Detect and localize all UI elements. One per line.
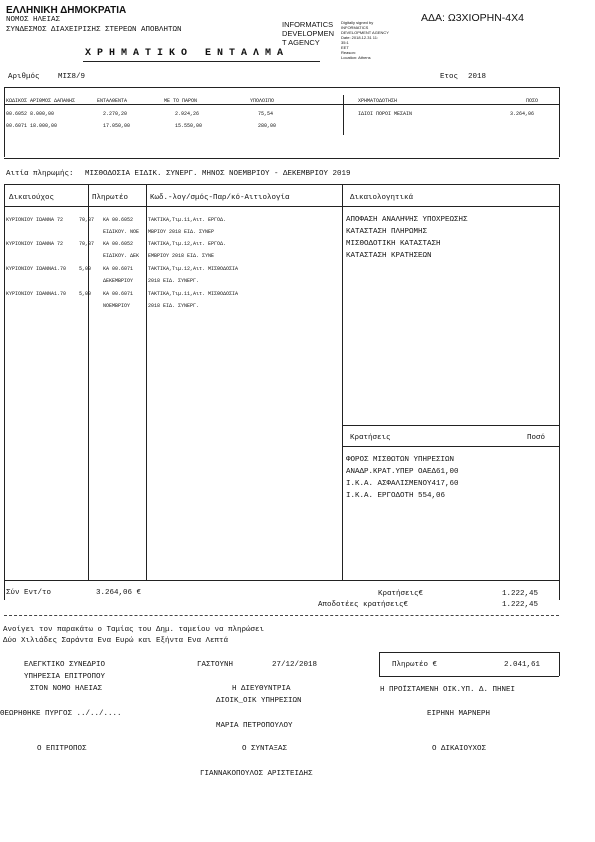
entry-code: ΕΙΔΙΚΟΥ. ΔΕΚ [103,253,140,259]
audit-office-line-2: ΥΠΗΡΕΣΙΑ ΕΠΙΤΡΟΠΟΥ [24,673,106,681]
sig-line: Date: 2018.12.31 11: [341,35,379,40]
entry-code: ΕΙΔΙΚΟΥ. ΝΟΕ [103,229,140,235]
number-label: Αριθμός [8,73,40,81]
year-value: 2018 [468,73,487,81]
prefecture-text: ΝΟΜΟΣ ΗΛΕΙΑΣ [6,16,61,24]
entry-payable: 70,87 [79,241,95,247]
entry-code: ΚΑ 00.6052 [103,217,134,223]
entry-desc: ΤΑΚΤΙΚΑ,Τιμ.12,Αιτ. ΜΙΣΘΟΔΟΣΙΑ [148,266,239,272]
ada-code: ΑΔΑ: Ω3ΧΙΟΡΗΝ-4Χ4 [421,12,524,24]
account-row-current: 15.550,00 [175,123,203,129]
director-department: ΔΙΟΙΚ_ΟΙΚ ΥΠΗΡΕΣΙΩΝ [216,697,302,705]
place: ΓΑΣΤΟΥΝΗ [197,661,234,669]
account-row-balance: 75,54 [258,111,274,117]
deductions-header: Κρατήσεις [350,434,391,442]
logo-line-1: INFORMATICS [282,20,334,29]
entry-code: ΚΑ 00.6052 [103,241,134,247]
audit-office-line-3: ΣΤΟΝ ΝΟΜΟ ΗΛΕΙΑΣ [30,685,103,693]
funding-source: ΙΔΙΟΙ ΠΟΡΟΙ ΜΕΣΑΙΝ [358,111,413,117]
sig-line: 35:1 [341,40,349,45]
funding-amount-header: ΠΟΣΟ [526,98,539,104]
director-name: ΜΑΡΙΑ ΠΕΤΡΟΠΟΥΛΟΥ [216,722,293,730]
col-documents: Δικαιολογητικά [350,194,414,202]
entry-beneficiary: ΚΥΡΙΟΝΙΟΥ ΙΩΑΝΝΑ1.70 [6,266,67,272]
deductions-total-label: Κρατήσεις€ [378,590,424,598]
funding-amount: 3.264,06 [510,111,535,117]
accounts-header-current: ΜΕ ΤΟ ΠΑΡΟΝ [164,98,198,104]
account-row-balance: 280,00 [258,123,277,129]
payment-cause-label: Αιτία πληρωμής: [6,170,74,178]
sig-line: Location: Athens [341,55,371,60]
director-title: Η ΔΙΕΥΘΥΝΤΡΙΑ [232,685,291,693]
logo-line-3: T AGENCY [282,38,320,47]
date: 27/12/2018 [272,661,318,669]
accounts-header-code: ΚΩΔΙΚΟΣ ΑΡΙΘΜΟΣ ΔΑΠΑΝΗΣ [6,98,76,104]
deduction-item: Ι.Κ.Α. ΑΣΦΑΛΙΣΜΕΝΟΥ417,60 [346,480,459,488]
account-row-entalthenta: 17.050,00 [103,123,131,129]
entry-payable: 70,87 [79,217,95,223]
beneficiary-label: Ο ΔΙΚΑΙΟΥΧΟΣ [432,745,487,753]
payment-cause-text: ΜΙΣΘΟΔΟΣΙΑ ΕΙΔΙΚ. ΣΥΝΕΡΓ. ΜΗΝΟΣ ΝΟΕΜΒΡΙΟΥ - ΔΕΚΕΜΒΡΙΟΥ 2019 [85,170,351,178]
year-label: Ετος [440,73,459,81]
authorization-line-1: Ανοίγει τον παρακάτω ο Ταμίας του Δημ. ταμείου να πληρώσει [3,626,265,634]
payable-value: 2.041,61 [504,661,541,669]
deduction-item: Ι.Κ.Α. ΕΡΓΟΔΟΤΗ 554,06 [346,492,446,500]
entry-code: ΔΕΚΕΜΒΡΙΟΥ [103,278,134,284]
deductions-total-value: 1.222,45 [502,590,539,598]
document-item: ΑΠΟΦΑΣΗ ΑΝΑΛΗΨΗΣ ΥΠΟΧΡΕΩΣΗΣ [346,216,468,224]
accounts-header-entalthenta: ΕΝΤΑΛΘΕΝΤΑ [97,98,128,104]
accounts-header-balance: ΥΠΟΛΟΙΠΟ [250,98,275,104]
account-row-entalthenta: 2.270,20 [103,111,128,117]
author-label: Ο ΣΥΝΤΑΞΑΣ [242,745,288,753]
head-name: ΕΙΡΗΝΗ ΜΑΡΝΕΡΗ [427,710,491,718]
logo-line-2: DEVELOPMEN [282,29,335,38]
digital-signature-details [341,20,389,60]
deductions-amount-header: Ποσό [527,434,546,442]
entry-beneficiary: ΚΥΡΙΟΝΙΟΥ ΙΩΑΝΝΑ 72 [6,217,64,223]
head-title: Η ΠΡΟΪΣΤΑΜΕΝΗ ΟΙΚ.ΥΠ. Δ. ΠΗΝΕΙ [380,686,516,694]
entry-payable: 5,00 [79,266,92,272]
entry-desc: ΤΑΚΤΙΚΑ,Τιμ.11,Αιτ. ΜΙΣΘΟΔΟΣΙΑ [148,291,239,297]
number-value: ΜΙΣ8/9 [58,73,86,81]
returns-label: Αποδοτέες κρατήσεις€ [318,601,409,609]
entry-code: ΚΑ 00.6071 [103,291,134,297]
col-code: Κωδ.-λογ/σμός-Παρ/κό-Αιτιολογία [150,194,290,202]
document-title: ΧΡΗΜΑΤΙΚΟ ΕΝΤΑΛΜΑ [85,48,290,59]
account-row-code: 00.6052 8.000,00 [6,111,55,117]
entry-code: ΚΑ 00.6071 [103,266,134,272]
entry-desc: ΜΒΡΙΟΥ 2018 ΕΙΔ. ΣΥΝΕΡ [148,229,215,235]
account-row-current: 2.924,26 [175,111,200,117]
document-item: ΜΙΣΘΟΔΟΤΙΚΗ ΚΑΤΑΣΤΑΣΗ [346,240,441,248]
document-item: ΚΑΤΑΣΤΑΣΗ ΚΡΑΤΗΣΕΩΝ [346,252,432,260]
sig-line: Digitally signed by [341,20,374,25]
deduction-item: ΦΟΡΟΣ ΜΙΣΘΩΤΩΝ ΥΠΗΡΕΣΙΩΝ [346,456,455,464]
authorization-line-2: Δύο Χιλιάδες Σαράντα Ενα Ευρώ και Εξήντα Ενα Λεπτά [3,637,229,645]
col-payable: Πληρωτέο [92,194,129,202]
entry-desc: 2018 ΕΙΔ. ΣΥΝΕΡΓ. [148,303,200,309]
payable-label: Πληρωτέο € [392,661,438,669]
entry-payable: 5,00 [79,291,92,297]
sum-label: Σύν Εντ/το [6,589,52,597]
sig-line: EET [341,45,349,50]
funding-header: ΧΡΗΜΑΤΟΔΟΤΗΣΗ [358,98,398,104]
entry-beneficiary: ΚΥΡΙΟΝΙΟΥ ΙΩΑΝΝΑ1.70 [6,291,67,297]
entry-code: ΝΟΕΜΒΡΙΟΥ [103,303,131,309]
entry-desc: ΕΜΒΡΙΟΥ 2018 ΕΙΔ. ΣΥΝΕ [148,253,215,259]
deduction-item: ΑΝΑΔΡ.ΚΡΑΤ.ΥΠΕΡ ΟΑΕΔ61,00 [346,468,459,476]
signature-logo [282,20,334,47]
entry-desc: ΤΑΚΤΙΚΑ,Τιμ.11,Αιτ. ΕΡΓΟΔ. [148,217,227,223]
entry-beneficiary: ΚΥΡΙΟΝΙΟΥ ΙΩΑΝΝΑ 72 [6,241,64,247]
association-text: ΣΥΝΔΕΣΜΟΣ ΔΙΑΧΕΙΡΙΣΗΣ ΣΤΕΡΕΩΝ ΑΠΟΒΛΗΤΩΝ [6,26,182,34]
entry-desc: 2018 ΕΙΔ. ΣΥΝΕΡΓ. [148,278,200,284]
republic-heading: ΕΛΛΗΝΙΚΗ ΔΗΜΟΚΡΑΤΙΑ [6,5,127,16]
document-item: ΚΑΤΑΣΤΑΣΗ ΠΛΗΡΩΜΗΣ [346,228,428,236]
sig-line: INFORMATICS [341,25,369,30]
commissioner-label: Ο ΕΠΙΤΡΟΠΟΣ [37,745,87,753]
verified-line: ΘΕΩΡΗΘΗΚΕ ΠΥΡΓΟΣ ../../.... [0,710,122,718]
returns-value: 1.222,45 [502,601,539,609]
sig-line: DEVELOPMENT AGENCY [341,30,389,35]
audit-office-line-1: ΕΛΕΓΚΤΙΚΟ ΣΥΝΕΔΡΙΟ [24,661,106,669]
entry-desc: ΤΑΚΤΙΚΑ,Τιμ.12,Αιτ. ΕΡΓΟΔ. [148,241,227,247]
sig-line: Reason: [341,50,356,55]
account-row-code: 00.6071 18.000,00 [6,123,58,129]
author-name: ΓΙΑΝΝΑΚΟΠΟΥΛΟΣ ΑΡΙΣΤΕΙΔΗΣ [200,770,313,778]
sum-value: 3.264,06 € [96,589,142,597]
col-beneficiary: Δικαιούχος [9,194,55,202]
